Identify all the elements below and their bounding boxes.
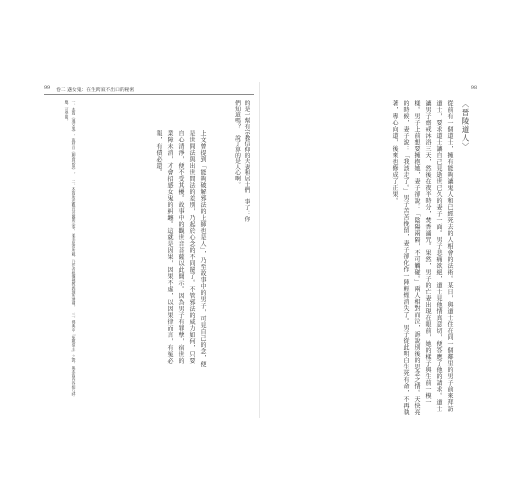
body-text: 上文曾提到「能夠破解邪法的上師也是人」，乃至故事中的男子，可見自己的念，便是世間法與出世間法的差別，乃起於心念的不同罷了。不管邪法的威力如何，只要自心清淨，便不受其擾。故事中的觀世音菩薩以此開示。因為男子有罪孽，宿世的業障未消，才會招感女鬼的糾纏。這就是因果，因果不虛，以因果律而言，有冤必報，有債必還。 (155, 130, 206, 368)
footnotes: 一、本篇《遇女鬼》，取材自《聊齋誌異》。 二、本篇所述觀音菩薩開示事，並非原著所載，乃作者根據佛教義理所增補。 三、佛典中「冤親債主」之說，與本篇內容相互呼應，可參閱。 (65, 100, 77, 397)
chapter-title: 〈晉陵道人〉 (461, 100, 470, 151)
header-rule (44, 94, 254, 95)
body-text: 從前有一個道士，擁有能夠讓鬼人和已經死去的人相會的法術。某日，與道士住在同一個鄰里的男子前來拜訪道士，要求道士讓自己見逝世已久的妻子一面。男子悲痛欲絕，道士見他情真意切，便答應了他的請求。道士讓男子齋戒沐浴三天，然後在夜半時分，焚香誦咒。果然，男子的亡妻出現在眼前，她的樣子與生前一模一樣。男子上前想要擁抱她，妻子卻說：「陰陽兩隔，不可觸碰。」兩人相對而泣，訴說別後的思念之情。天快亮的時候，妻子說：「我該走了。」男子苦苦挽留，妻子卻化作一陣輕煙消失了。男子從此明白生死有命，不再執著，專心向道，後來也修成了正果。 (391, 100, 453, 416)
gutter (259, 82, 260, 418)
running-head: 卷二 遇女鬼：在生跨寂不出口的秘密 (56, 88, 135, 93)
page-number: 99 (44, 86, 51, 91)
page-number: 98 (470, 86, 477, 91)
quote-block: 的是一幫有宗教信仰的夫妻和居士們 事了：你們知道嗎？ 說了算的是人心啊。 (233, 100, 249, 222)
right-page (267, 82, 477, 418)
left-page (44, 82, 254, 418)
